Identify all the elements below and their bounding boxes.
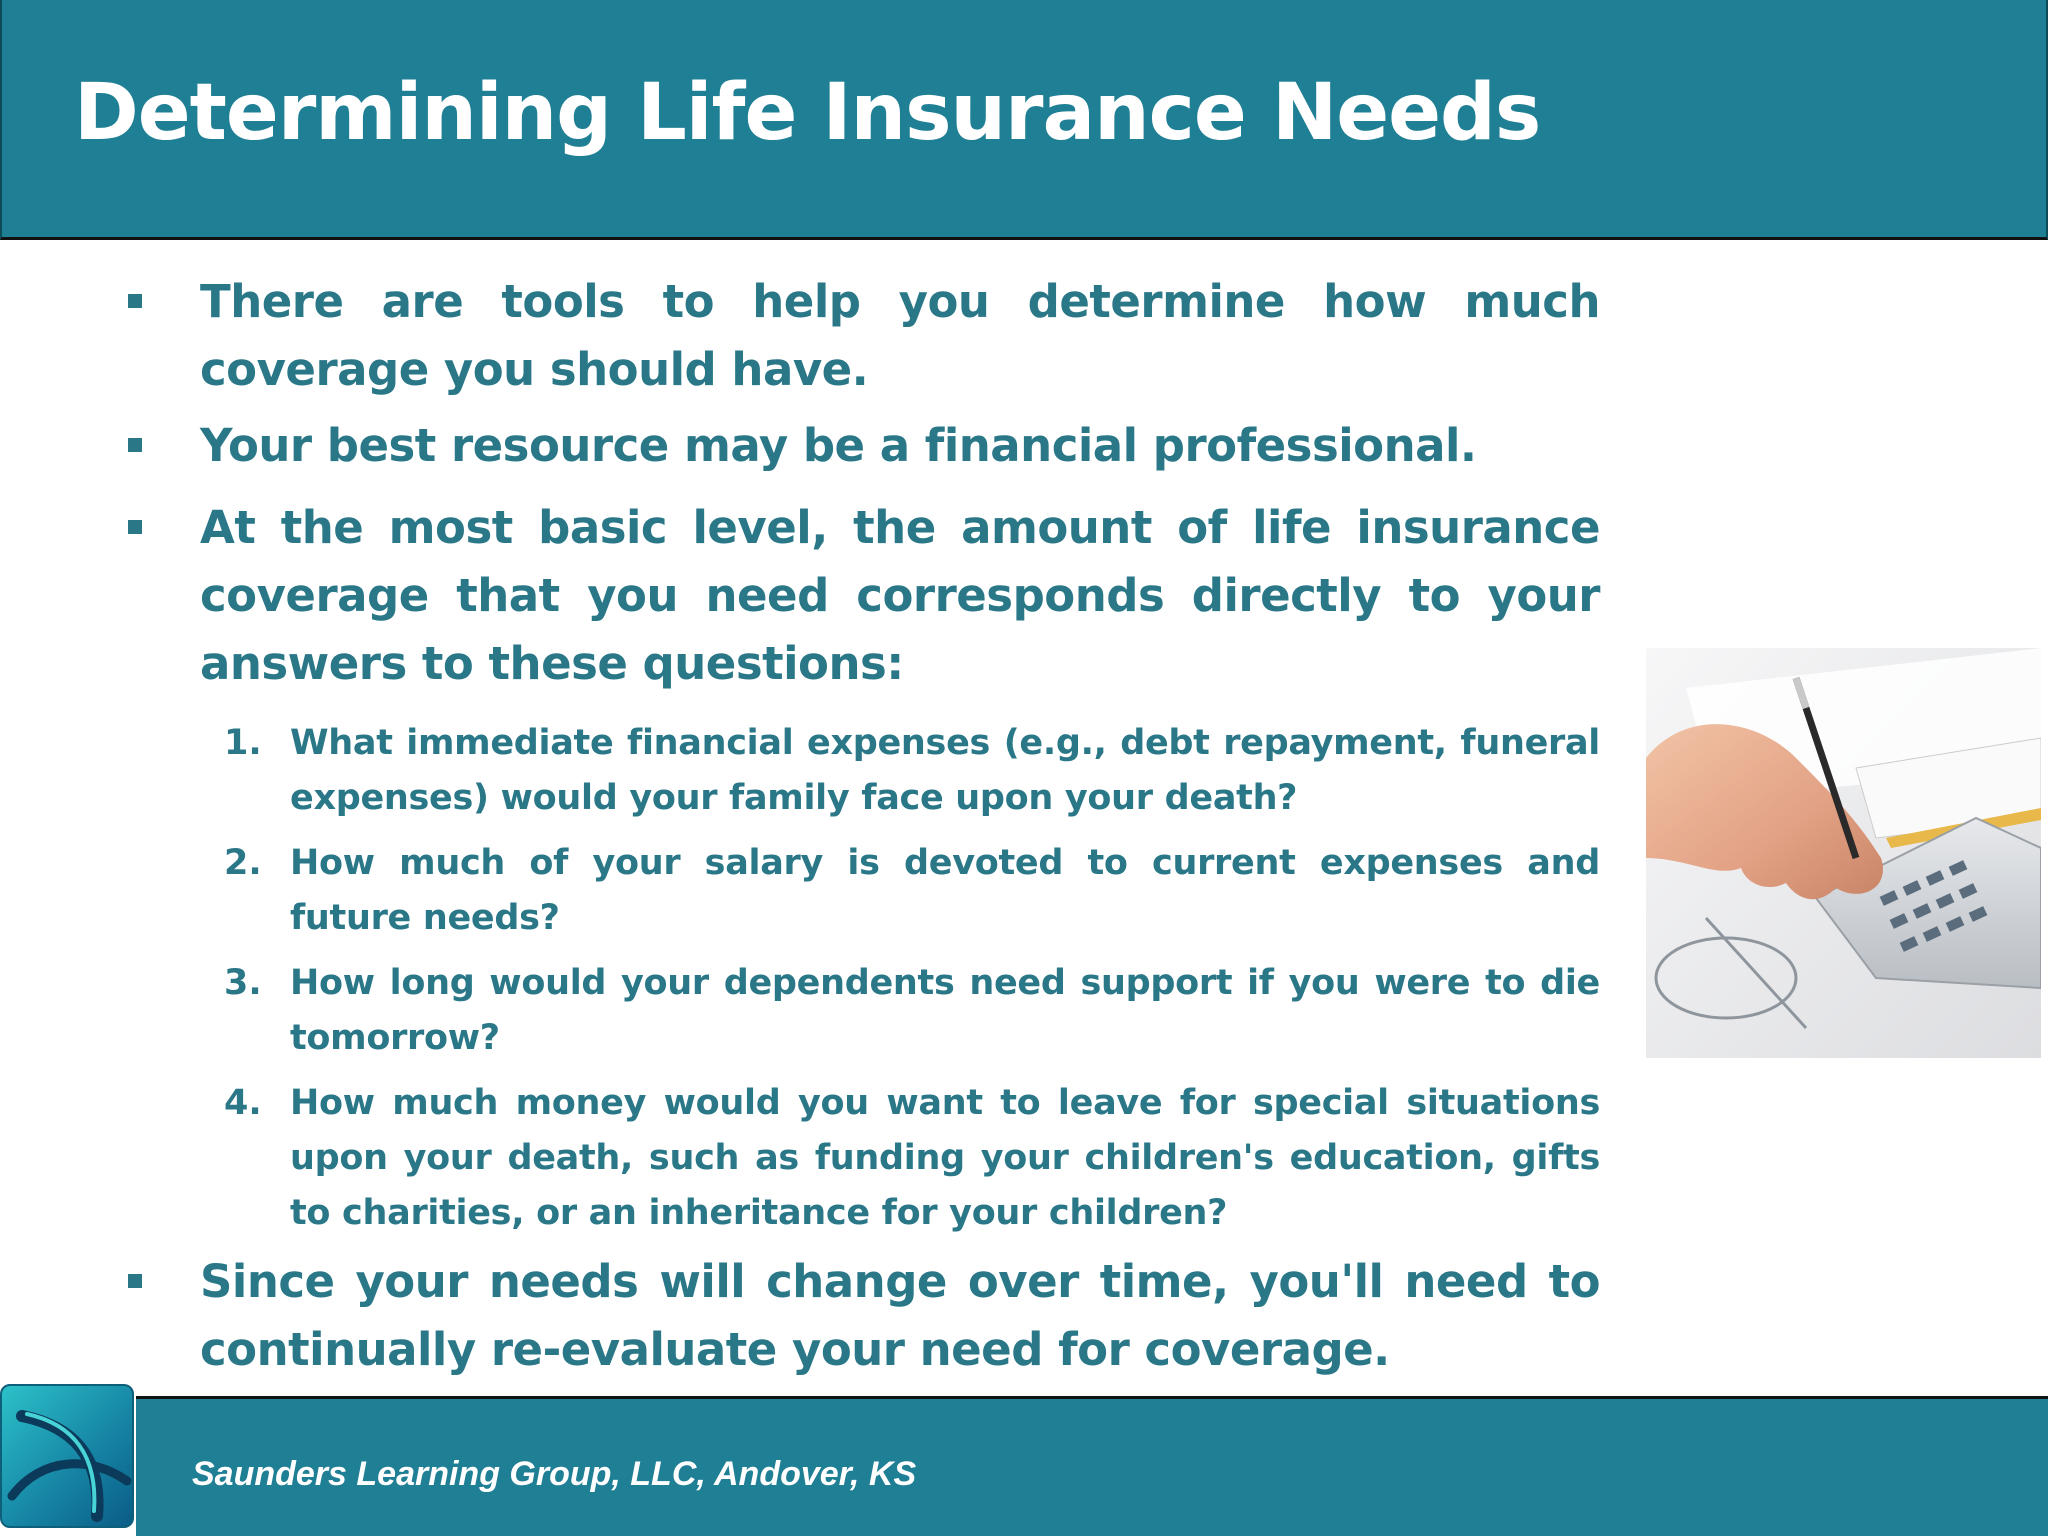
square-bullet-icon xyxy=(128,294,142,308)
square-bullet-icon xyxy=(128,520,142,534)
question-number: 4. xyxy=(224,1083,262,1123)
bullet-item: Your best resource may be a financial professional. xyxy=(200,419,1477,472)
question-number: 2. xyxy=(224,843,262,883)
bullet-item: Since your needs will change over time, you'll need to continually re-evaluate your need for coverage. xyxy=(200,1255,1600,1376)
bullet-item: At the most basic level, the amount of life insurance coverage that you need corresponds directly to your answers to these questions: xyxy=(200,501,1600,690)
slide-footer xyxy=(136,1396,2048,1536)
question-item: How much money would you want to leave for special situations upon your death, such as funding your children's education, gifts to charities, or an inheritance for your children? xyxy=(290,1083,1600,1233)
slide-title: Determining Life Insurance Needs xyxy=(74,68,1541,158)
bullet-item: There are tools to help you determine how much coverage you should have. xyxy=(200,275,1600,396)
calculator-hand-photo xyxy=(1646,648,2041,1058)
question-item: How long would your dependents need support if you were to die tomorrow? xyxy=(290,963,1600,1058)
question-number: 1. xyxy=(224,723,262,763)
slide-header xyxy=(0,0,2048,240)
question-number: 3. xyxy=(224,963,262,1003)
question-item: How much of your salary is devoted to current expenses and future needs? xyxy=(290,843,1600,938)
footer-credit: Saunders Learning Group, LLC, Andover, KS xyxy=(192,1455,917,1493)
company-logo-icon xyxy=(0,1384,134,1528)
square-bullet-icon xyxy=(128,438,142,452)
square-bullet-icon xyxy=(128,1274,142,1288)
question-item: What immediate financial expenses (e.g., debt repayment, funeral expenses) would your family face upon your death? xyxy=(290,723,1600,818)
